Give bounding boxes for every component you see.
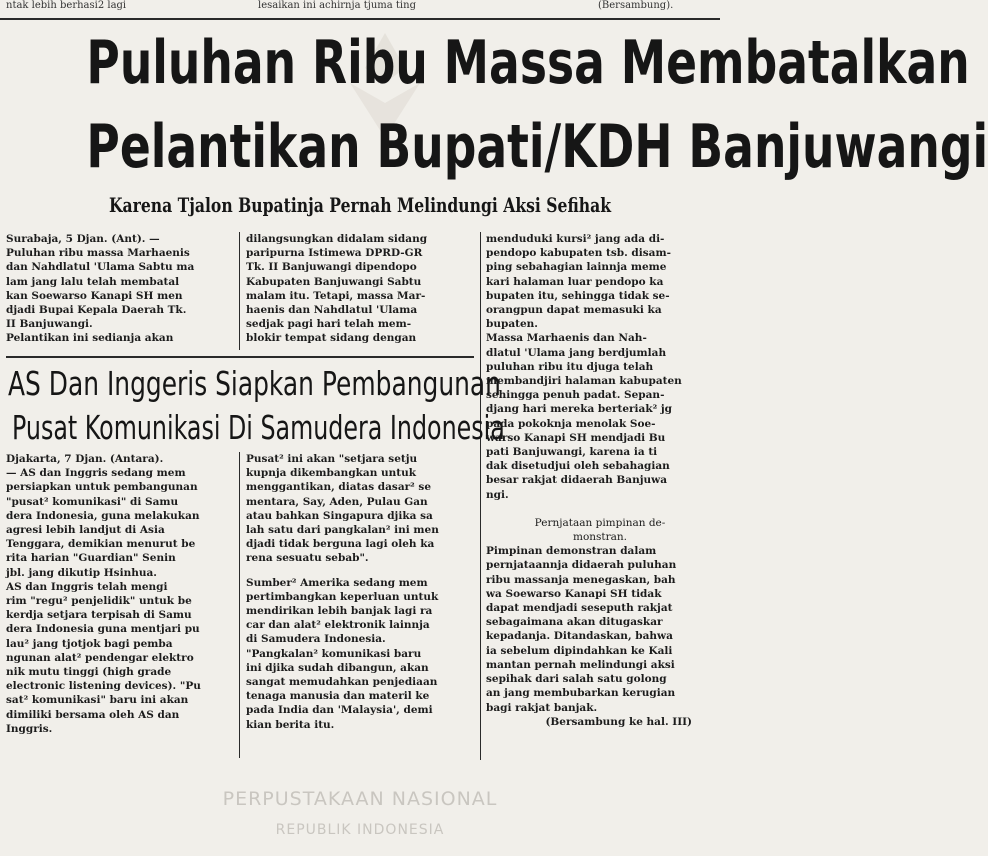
main-article-column-3	[486, 232, 714, 729]
second-article-col2-para3-text: "Pangkalan² komunikasi baru ini djika sudah dibangun, akan sangat memudahkan penjediaan tenaga manusia dan materil ke pada India dan 'Malaysia', demi kian berita itu.	[246, 647, 438, 731]
top-strip-left-text: ntak lebih berhasi2 lagi	[6, 0, 127, 11]
main-article-section-heading: Pernjataan pimpinan de- monstran.	[534, 516, 666, 544]
second-article-col1-text: Djakarta, 7 Djan. (Antara). — AS dan Inggris sedang mem persiapkan untuk pembangunan "pusat² komunikasi" di Samu dera Indonesia, guna melakukan agresi lebih landjut di Asia Tenggara, demikian menurut be rita harian "Guardian" Senin jbl. jang dikutip Hsinhua.	[6, 453, 200, 579]
main-article-column-1	[6, 232, 234, 346]
second-article-col1-para2-text: AS dan Inggris telah mengi rim "regu² penjelidik" untuk be kerdja setjara terpisah di Samu dera Indonesia guna mentjari pu lau² jang tjotjok bagi pemba ngunan alat² pendengar elektro nik mutu tinggi (high grade electronic listening devices). "Pu sat² komunikasi" baru ini akan dimiliki bersama oleh AS dan Inggris.	[6, 580, 201, 735]
main-article-col3-para2-text: Massa Marhaenis dan Nah- dlatul 'Ulama jang berdjumlah puluhan ribu itu djuga telah membandjiri halaman kabupaten sehingga penuh padat. Sepan- djang hari mereka berteriak² jg pada pokoknja menolak Soe- warso Kanapi SH mendjadi Bu pati Banjuwangi, karena ia ti dak disetudjui oleh sebahagian besar rakjat didaerah Banjuwa ngi.	[486, 332, 682, 501]
watermark-line-2: REPUBLIK INDONESIA	[275, 822, 445, 838]
top-divider	[0, 18, 720, 20]
second-article-col2-para2-text: Sumber² Amerika sedang mem pertimbangkan keperluan untuk mendirikan lebih banjak lagi ra car dan alat² elektronik lainnja di Samudera Indonesia.	[246, 576, 439, 646]
column-divider	[239, 232, 240, 350]
second-headline-line-1: AS Dan Inggeris Siapkan Pembangunan	[8, 364, 501, 403]
main-article-column-2	[246, 232, 474, 346]
article-divider	[6, 356, 474, 358]
second-article-column-1	[6, 452, 234, 736]
watermark-line-1: PERPUSTAKAAN NASIONAL	[222, 788, 498, 810]
second-article-col2-text: Pusat² ini akan "setjara setju kupnja dikembangkan untuk menggantikan, diatas dasar² se mentara, Say, Aden, Pulau Gan atau bahkan Singapura djika sa lah satu dari pangkalan² ini men djadi tidak berguna lagi oleh ka rena sesuatu sebab".	[246, 453, 439, 565]
main-subheadline: Karena Tjalon Bupatinja Pernah Melindungi Aksi Sefihak	[108, 193, 612, 217]
main-article-col3-para3-text: Pimpinan demonstran dalam pernjataannja didaerah puluhan ribu massanja menegaskan, bah wa Soewarso Kanapi SH tidak dapat mendjadi seseputh rakjat sebagaimana akan ditugaskar kepadanja. Ditandaskan, bahwa ia sebelum dipindahkan ke Kali mantan pernah melindungi aksi sepihak dari salah satu golong an jang membubarkan kerugian bagi rakjat banjak.	[486, 545, 677, 714]
main-article-col2-text: dilangsungkan didalam sidang paripurna Istimewa DPRD-GR Tk. II Banjuwangi dipendopo Kabupaten Banjuwangi Sabtu malam itu. Tetapi, massa Mar- haenis dan Nahdlatul 'Ulama sedjak pagi hari telah mem- blokir tempat sidang dengan	[246, 233, 428, 345]
top-strip-right-text: (Bersambung).	[598, 0, 674, 11]
column-divider	[239, 452, 240, 758]
main-headline-line-2: Pelantikan Bupati/KDH Banjuwangi	[86, 112, 988, 182]
column-divider	[480, 232, 481, 760]
top-strip	[0, 0, 720, 14]
second-article-column-2	[246, 452, 474, 732]
main-headline-line-1: Puluhan Ribu Massa Membatalkan	[86, 28, 970, 98]
second-headline-line-2: Pusat Komunikasi Di Samudera Indonesia	[12, 408, 505, 447]
main-article-col1-text: Surabaja, 5 Djan. (Ant). — Puluhan ribu massa Marhaenis dan Nahdlatul 'Ulama Sabtu ma lam jang lalu telah membatal kan Soewarso Kanapi SH men djadi Bupai Kepala Daerah Tk. II Banjuwangi. Pelantikan ini sedianja akan	[6, 233, 195, 345]
top-strip-middle-text: lesaikan ini achirnja tjuma ting	[258, 0, 416, 11]
continued-note: (Bersambung ke hal. III)	[545, 715, 692, 728]
main-article-col3-top-text: menduduki kursi² jang ada di- pendopo kabupaten tsb. disam- ping sebahagian lainnja meme kari halaman luar pendopo ka bupaten itu, sehingga tidak se- orangpun dapat memasuki ka bupaten.	[486, 233, 671, 331]
